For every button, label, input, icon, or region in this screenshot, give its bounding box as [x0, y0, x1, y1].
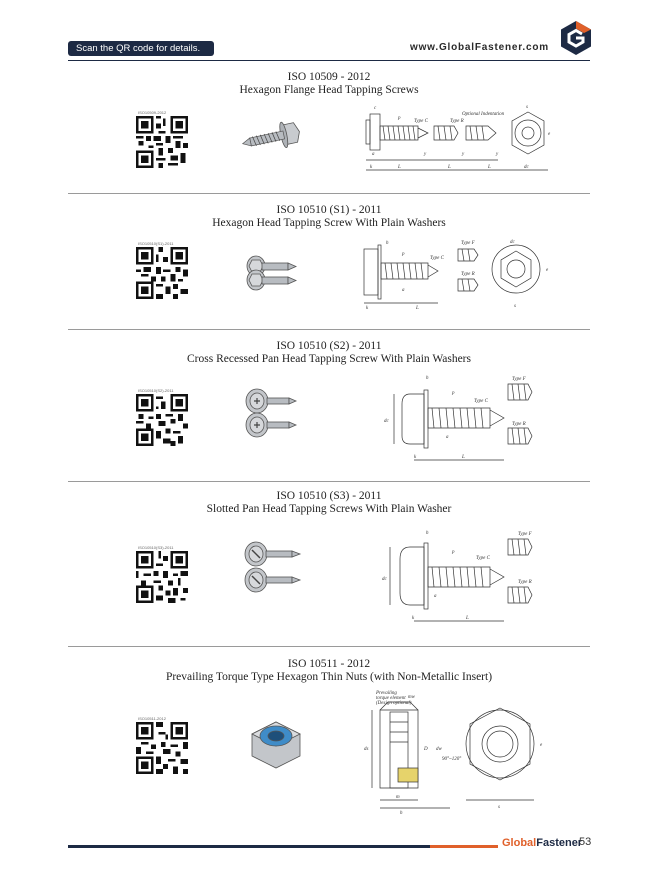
- qr-code[interactable]: [136, 721, 188, 775]
- footer-brand: [502, 837, 582, 849]
- section-standard: ISO 10510 (S2) - 2011: [276, 340, 382, 352]
- section-name: Prevailing Torque Type Hexagon Thin Nuts (with Non-Metallic Insert): [165, 671, 493, 683]
- label: a: [446, 435, 449, 440]
- label: y: [462, 152, 465, 157]
- label: k: [370, 165, 373, 170]
- label: D: [424, 747, 428, 752]
- label: Type F: [518, 532, 532, 537]
- section-name: Hexagon Head Tapping Screw With Plain Washers: [212, 217, 446, 229]
- label: k: [414, 455, 417, 460]
- section-divider: [68, 329, 590, 330]
- hex-washer-tapping-screws-image: [242, 250, 308, 294]
- iso10510-s1-technical-drawing: [358, 235, 558, 311]
- label: L: [462, 455, 465, 460]
- section-iso10510-s2: [68, 340, 590, 366]
- qr-caption: ISO10510(S3)-2011: [138, 545, 174, 550]
- label: p: [402, 252, 405, 257]
- iso10510-s3-technical-drawing: [380, 525, 560, 625]
- label: s: [514, 304, 516, 309]
- label: a: [402, 288, 405, 293]
- pan-head-washer-screws-image: [243, 385, 299, 443]
- iso10509-technical-drawing: [358, 100, 558, 176]
- qr-caption: ISO10510(S1)-2011: [138, 241, 174, 246]
- qr-note-text: Scan the QR code for details.: [76, 43, 201, 54]
- qr-caption: ISO10509-2012: [138, 110, 167, 115]
- logo-icon: [560, 20, 592, 56]
- label: a: [434, 594, 437, 599]
- label: dw: [436, 747, 442, 752]
- label: k: [366, 306, 369, 311]
- section-iso10509: [68, 71, 590, 97]
- nylon-insert-hex-nut-image: [246, 718, 306, 772]
- label: Optional Indentation: [462, 112, 505, 117]
- label: dc: [524, 165, 529, 170]
- label: Type C: [474, 399, 488, 404]
- flange-tapping-screw-image: [238, 115, 310, 159]
- footer-brand-part1: Global: [502, 837, 537, 849]
- footer-rule-accent: [430, 845, 498, 848]
- iso10510-s2-technical-drawing: [380, 370, 560, 465]
- label: m: [396, 795, 400, 800]
- label: Type F: [461, 241, 475, 246]
- section-standard: ISO 10509 - 2012: [287, 71, 371, 83]
- label: Type C: [430, 256, 444, 261]
- label: (Design optional): [376, 701, 412, 706]
- label: h: [400, 811, 403, 816]
- label: L: [488, 165, 491, 170]
- label: e: [546, 268, 549, 273]
- label: dc: [382, 577, 387, 582]
- label: Prevailing: [376, 691, 397, 696]
- label: y: [496, 152, 499, 157]
- label: Type R: [450, 119, 464, 124]
- section-iso10510-s1: [68, 204, 590, 230]
- website-url[interactable]: www.GlobalFastener.com: [410, 42, 549, 53]
- section-name: Slotted Pan Head Tapping Screws With Plain Washer: [206, 503, 452, 515]
- qr-caption: ISO10510(S2)-2011: [138, 388, 174, 393]
- label: dc: [384, 419, 389, 424]
- qr-code[interactable]: [136, 246, 188, 300]
- section-divider: [68, 646, 590, 647]
- section-name: Hexagon Flange Head Tapping Screws: [239, 84, 419, 96]
- label: L: [416, 306, 419, 311]
- section-iso10510-s3: [68, 490, 590, 516]
- label: dc: [510, 240, 515, 245]
- iso10511-technical-drawing: [360, 688, 560, 816]
- label: p: [398, 116, 401, 121]
- label: e: [540, 743, 543, 748]
- label: p: [452, 550, 455, 555]
- section-iso10511: [68, 658, 590, 684]
- label: h: [426, 376, 429, 381]
- header-rule: [68, 60, 590, 61]
- footer-brand-part2: Fastener: [536, 837, 583, 849]
- qr-note-banner: [68, 41, 214, 56]
- label: ds: [364, 747, 369, 752]
- qr-code[interactable]: [136, 393, 188, 447]
- label: p: [452, 391, 455, 396]
- section-standard: ISO 10510 (S1) - 2011: [276, 204, 382, 216]
- section-divider: [68, 193, 590, 194]
- label: Type F: [512, 377, 526, 382]
- label: y: [424, 152, 427, 157]
- section-standard: ISO 10510 (S3) - 2011: [276, 490, 382, 502]
- label: Type R: [512, 422, 526, 427]
- label: 90°~120°: [442, 757, 462, 762]
- section-divider: [68, 481, 590, 482]
- label: e: [548, 132, 551, 137]
- label: L: [466, 616, 469, 621]
- label: k: [412, 616, 415, 621]
- qr-code[interactable]: [136, 550, 188, 604]
- slotted-pan-head-screws-image: [240, 540, 306, 596]
- section-standard: ISO 10511 - 2012: [287, 658, 371, 670]
- label: mw: [408, 695, 415, 700]
- label: a: [372, 152, 375, 157]
- page-number: 53: [579, 836, 592, 848]
- label: Type R: [518, 580, 532, 585]
- label: L: [448, 165, 451, 170]
- label: s: [498, 805, 500, 810]
- label: c: [374, 106, 377, 111]
- label: Type R: [461, 272, 475, 277]
- section-name: Cross Recessed Pan Head Tapping Screw With Plain Washers: [187, 353, 471, 365]
- qr-code[interactable]: [136, 115, 188, 169]
- label: Type C: [414, 119, 428, 124]
- label: s: [526, 105, 528, 110]
- qr-caption: ISO10511-2012: [138, 716, 166, 721]
- label: Type C: [476, 556, 490, 561]
- label: L: [398, 165, 401, 170]
- label: torque element: [376, 696, 406, 701]
- label: h: [426, 531, 429, 536]
- label: h: [386, 241, 389, 246]
